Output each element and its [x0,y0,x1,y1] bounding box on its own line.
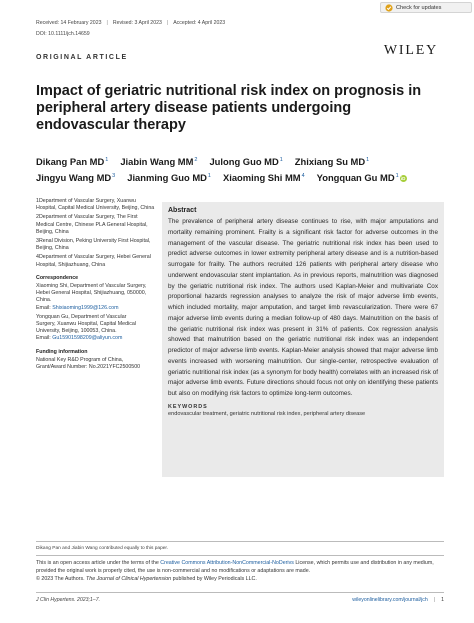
author-name[interactable]: Xiaoming Shi $MM^4$ [222,172,305,184]
abstract-box [162,202,444,477]
citation: J Clin Hypertens. 2023;1–7. [36,597,101,603]
keywords-heading: KEYWORDS [168,403,208,410]
abstract-text: The prevalence of peripheral artery disease continues to rise, with major amputations and mortality remaining prominent. Frailty is a significant risk factor for adverse outcomes in the management of the vascular disease. The geriatric nutritional risk index has been used to predict adverse outcomes in lower extremity peripheral artery disease and is a nutrition-based surrogate for frailty. The authors recruited 126 patients with peripheral artery disease who underwent endovascular stent implantation. As in previous reports, malnutrition was diagnosed by the geriatric nutritional risk index. The authors used Kaplan-Meier and multivariate Cox proportional hazards regression analyses to analyze the risk of major adverse limb events, which included mortality, major amputation, and target limb revascularization. There were 67 major adverse limb events during a median follow-up of 480 days. Malnutrition on the basis of the geriatric nutritional risk index was present in 31% of patients. Cox regression analysis showed that malnutrition based on the geriatric nutritional risk index was an independent predictor of major adverse limb events. Kaplan-Meier analysis showed that major adverse limb events increased with worsening malnutrition. Our single-center, retrospective evaluation of geriatric nutritional risk index (as a synonym for body health) correlates with an increased risk of major adverse limb events. Future directions should focus not only on identifying these patients but also on modifying risk factors to optimize long-term outcomes. [168,218,438,397]
article-dates [36,20,225,26]
publisher-logo: WILEY [383,43,438,58]
affiliation: 1Department of Vascular Surgery, Xuanwu Hospital, Capital Medical University, Beijing, China [36,198,155,212]
author-name[interactable]: Jingyu Wang $MD^3$ [36,172,116,184]
author-info-column [36,198,156,373]
orcid-icon[interactable]: iD [400,176,406,182]
abstract-heading: Abstract [168,207,197,214]
funding-info: National Key R&D Program of China, Grant/Award Number: No.2021YFC2500500 [36,356,141,371]
affiliation: 4Department of Vascular Surgery, Hebei General Hospital, Shijiazhuang, China [36,254,151,268]
affiliation: 3Renal Division, Peking University First Hospital, Beijing, China [36,238,151,252]
divider [36,555,444,556]
article-title: Impact of geriatric nutritional risk index on prognosis in peripheral artery disease patients undergoing endovascular therapy [36,83,422,133]
keywords: endovascular treatment, geriatric nutritional risk index, peripheral artery disease [168,410,366,417]
journal-url-link[interactable]: wileyonlinelibrary.com/journal/jch [352,597,428,603]
author-name[interactable]: Zhixiang Su $MD^1$ [294,156,370,168]
author-line-1 [36,153,446,169]
email-link[interactable]: Gu15901598209@aliyun.com [52,335,123,342]
received-date: Received: 14 February 2023 [36,20,102,26]
footer-right [352,597,444,603]
separator: | [106,20,108,26]
accepted-date: Accepted: 4 April 2023 [173,20,226,26]
author-name[interactable]: Jianming Guo $MD^1$ [127,172,211,184]
author-name[interactable]: Julong Guo $MD^1$ [209,156,283,168]
funding-heading: Funding information [36,348,88,355]
check-updates-label: Check for updates [396,4,442,11]
check-updates-icon [385,4,393,12]
author-list [36,153,446,185]
separator: | [433,597,436,603]
separator: | [166,20,169,26]
author-line-2 [36,169,446,185]
email-link[interactable]: Shixiaoming1999@126.com [52,304,119,311]
doi[interactable]: DOI: 10.1111/jch.14659 [36,31,90,37]
author-name[interactable]: Dikang Pan $MD^1$ [36,156,109,168]
revised-date: Revised: 3 April 2023 [112,20,162,26]
equal-contribution-note: Dikang Pan and Jiabin Wang contributed equally to this paper. [36,546,169,551]
license-link[interactable]: Creative Commons Attribution-NonCommercial-NoDerivs [160,560,294,566]
correspondence-heading: Correspondence [36,274,79,281]
affiliation: 2Department of Vascular Surgery, The First Medical Centre, Chinese PLA General Hospital, Beijing, China [36,214,148,235]
divider [36,592,444,593]
page-number: 1 [441,597,444,603]
correspondence-author-2: Yongquan Gu, Department of Vascular Surgery, Xuanwu Hospital, Capital Medical University, Beijing, 100053, China. Email: Gu15901598209@aliyun.com [36,313,137,342]
divider [36,541,444,542]
section-label: ORIGINAL ARTICLE [36,54,128,61]
license-text: This is an open access article under the terms of the Creative Commons Attribution-NonCommercial-NoDerivs License, which permits use and distribution in any medium, provided the original work is properly cited, the use is non-commercial and no modifications or adaptations are made. © 2023 The Authors. The Journal of Clinical Hypertension published by Wiley Periodicals LLC. [36,560,434,582]
author-name[interactable]: Yongquan Gu $MD^1$ iD [316,172,406,184]
check-for-updates-button[interactable] [380,2,472,13]
correspondence-author-1: Xiaoming Shi, Department of Vascular Surgery, Hebei General Hospital, Shijiazhuang, 050000, China. Email: Shixiaoming1999@126.com [36,283,147,311]
author-name[interactable]: Jiabin Wang $MM^2$ [120,156,198,168]
